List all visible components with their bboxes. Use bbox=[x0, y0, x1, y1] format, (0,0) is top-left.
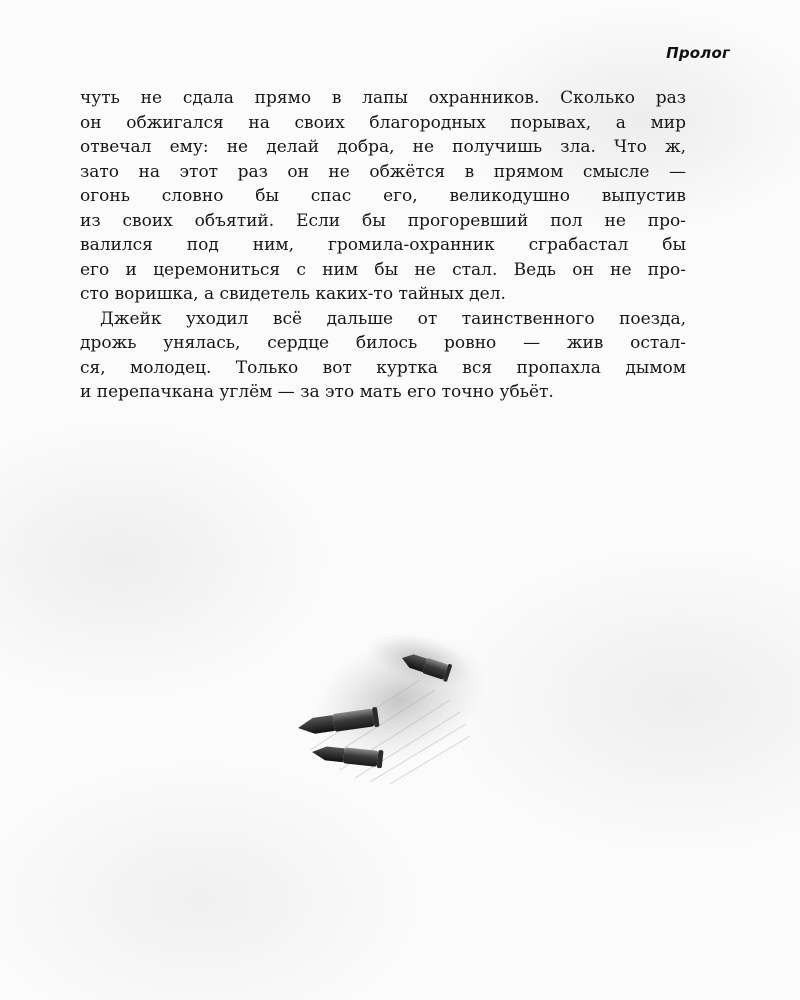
text-line: и перепачкана углём — за это мать его точно убьёт. bbox=[80, 382, 554, 402]
text-line: отвечал ему: не делай добра, не получишь зла. Что ж, bbox=[80, 137, 686, 157]
text-line: Джейк уходил всё дальше от таинственного поезда, bbox=[100, 308, 686, 329]
bullet-cartridges-icon bbox=[270, 620, 500, 800]
body-text bbox=[80, 86, 686, 405]
text-line: зато на этот раз он не обжётся в прямом смысле — bbox=[80, 161, 686, 182]
text-line: его и церемониться с ним бы не стал. Ведь он не про- bbox=[80, 259, 686, 280]
text-line: из своих объятий. Если бы прогоревший пол не про- bbox=[80, 210, 686, 231]
text-line: чуть не сдала прямо в лапы охранников. Сколько раз bbox=[80, 88, 686, 108]
text-line: он обжигался на своих благородных порывах, а мир bbox=[80, 112, 686, 133]
text-line: сто воришка, а свидетель каких-то тайных дел. bbox=[80, 284, 506, 304]
chapter-title: Пролог bbox=[666, 44, 730, 62]
text-line: дрожь унялась, сердце билось ровно — жив остал- bbox=[80, 333, 686, 353]
text-line: ся, молодец. Только вот куртка вся пропахла дымом bbox=[80, 357, 686, 378]
text-line: валился под ним, громила-охранник сграбастал бы bbox=[80, 235, 686, 255]
text-line: огонь словно бы спас его, великодушно выпустив bbox=[80, 186, 686, 206]
